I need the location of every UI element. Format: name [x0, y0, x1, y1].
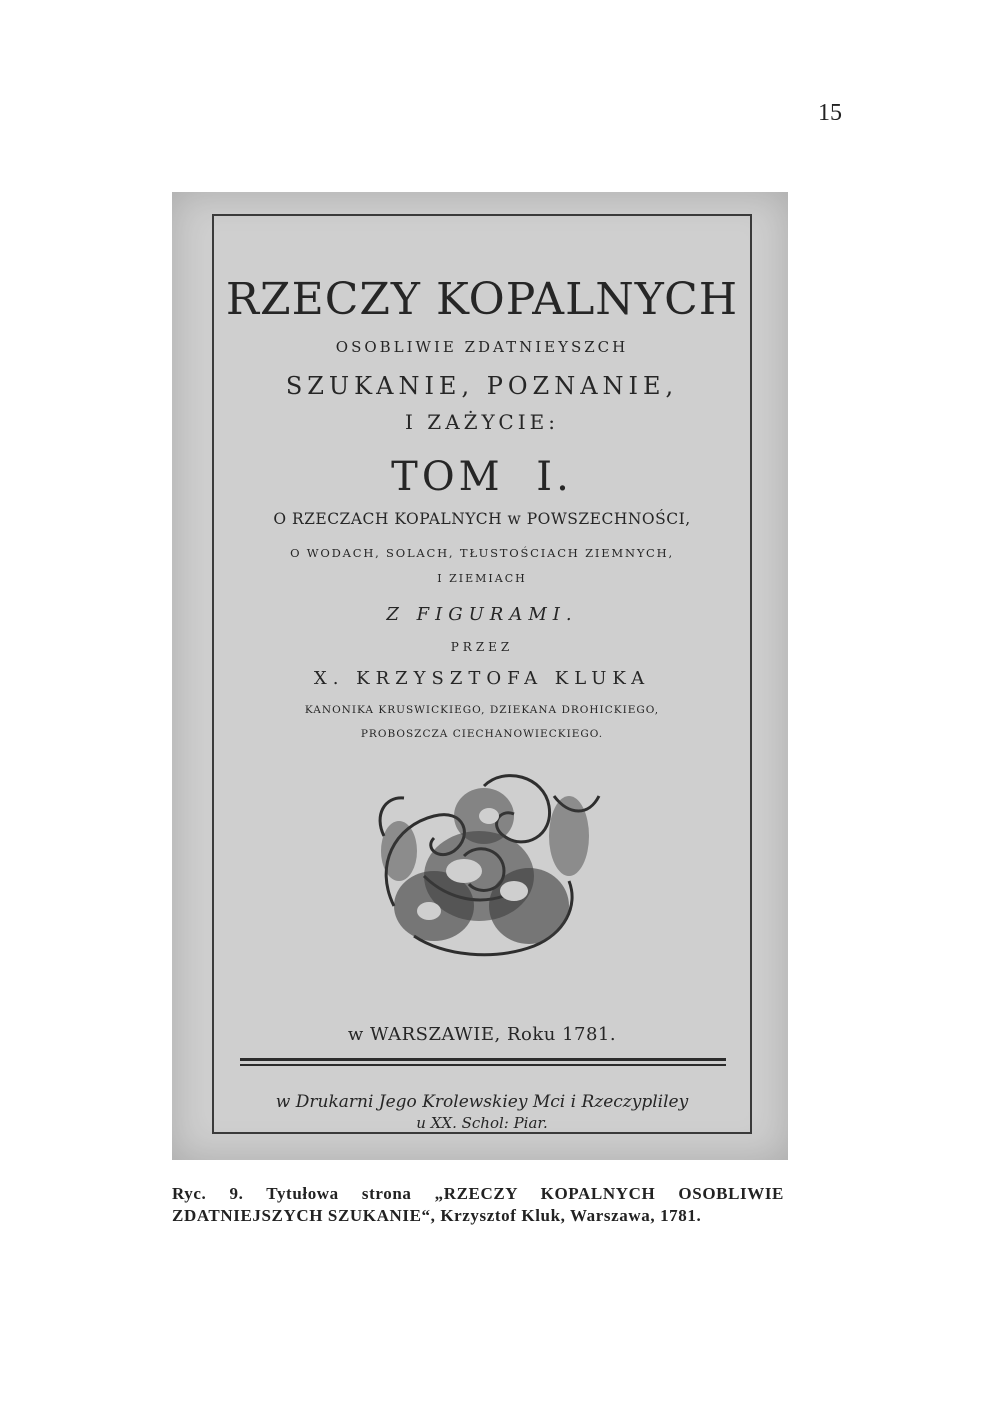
- contents-line2: O WODACH, SOLACH, TŁUSTOŚCIACH ZIEMNYCH,: [290, 546, 674, 560]
- book-title: RZECZY KOPALNYCH: [225, 274, 739, 325]
- book-title-line3: SZUKANIE, POZNANIE,: [285, 372, 679, 400]
- double-rule-bottom: [240, 1064, 726, 1066]
- title-page-photo: [172, 192, 788, 1160]
- figures-note: Z FIGURAMI.: [386, 604, 578, 625]
- contents-line1: O RZECZACH KOPALNYCH w POWSZECHNOŚCI,: [273, 510, 691, 528]
- title-page-frame: [212, 214, 752, 1134]
- book-title-line4: I ZAŻYCIE:: [405, 410, 559, 434]
- by-label: PRZEZ: [450, 640, 514, 654]
- floral-ornament: [354, 756, 614, 976]
- book-subtitle: OSOBLIWIE ZDATNIEYSZCH: [335, 338, 629, 356]
- printer-line1: w Drukarni Jego Krolewskiey Mci i Rzeczypliley: [275, 1092, 689, 1112]
- author-name: X. KRZYSZTOFA KLUKA: [313, 668, 651, 689]
- imprint-place: w WARSZAWIE, Roku 1781.: [347, 1024, 617, 1045]
- volume-label: TOM I.: [391, 454, 573, 500]
- author-title-line2: PROBOSZCZA CIECHANOWIECKIEGO.: [360, 728, 604, 740]
- double-rule-top: [240, 1058, 726, 1061]
- author-title-line1: KANONIKA KRUSWICKIEGO, DZIEKANA DROHICKIEGO,: [304, 704, 660, 716]
- contents-line3: I ZIEMIACH: [437, 572, 527, 585]
- printer-line2: u XX. Schol: Piar.: [416, 1114, 548, 1132]
- figure-caption: Ryc. 9. Tytułowa strona „RZECZY KOPALNYCH OSOBLIWIE ZDATNIEJSZYCH SZUKANIE“, Krzysztof Kluk, Warszawa, 1781.: [172, 1184, 784, 1225]
- page-number: 15: [818, 100, 842, 126]
